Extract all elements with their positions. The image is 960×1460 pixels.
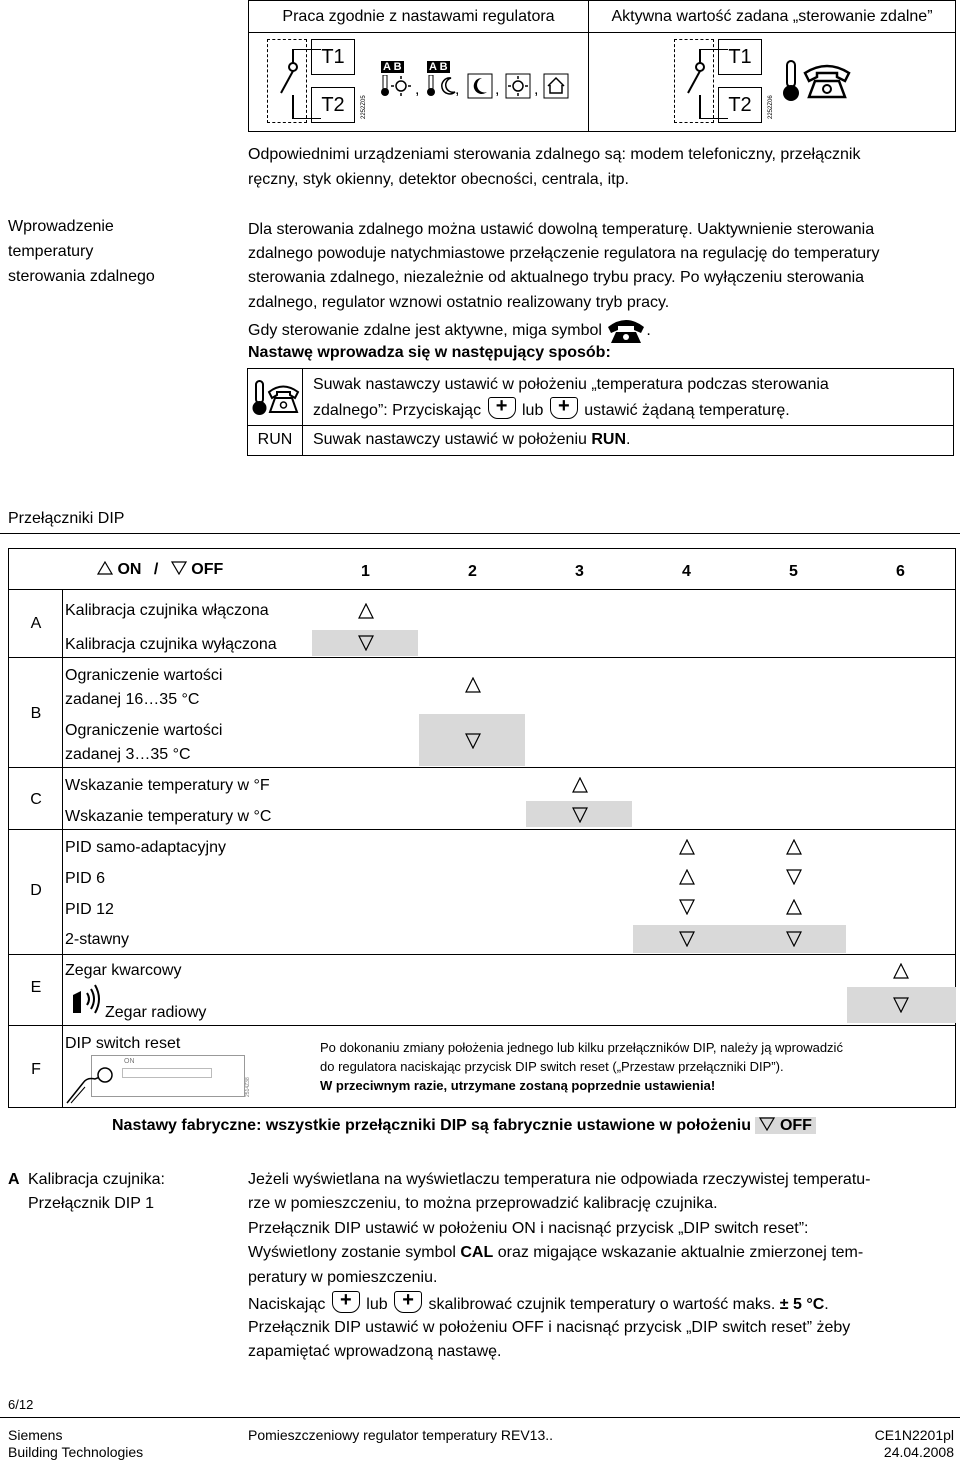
triangle-down-icon bbox=[893, 997, 909, 1013]
row-label-a: A bbox=[30, 615, 42, 632]
entry-text: RUN bbox=[591, 431, 627, 448]
triangle-down-icon bbox=[786, 869, 802, 885]
paragraph-line: sterowania zdalnego, niezależnie od aktualnego trybu pracy. Po wyłączeniu sterowania bbox=[248, 269, 865, 286]
option-text: zadanej 16…35 °C bbox=[65, 691, 200, 708]
triangle-up-icon bbox=[786, 899, 802, 915]
triangle-up-icon bbox=[97, 561, 113, 575]
reset-note-line: do regulatora naciskając przycisk DIP switch reset („Przestaw przełączniki DIP”). bbox=[320, 1059, 784, 1074]
column-4: 4 bbox=[682, 563, 691, 580]
factory-settings bbox=[112, 1114, 816, 1139]
footer-rule bbox=[0, 1417, 960, 1418]
calibration-text: skalibrować czujnik temperatury o wartość maks. bbox=[428, 1296, 780, 1313]
divider bbox=[9, 829, 955, 830]
divider bbox=[9, 767, 955, 768]
option-text: Kalibracja czujnika wyłączona bbox=[65, 636, 277, 653]
t1-box: T1 bbox=[311, 39, 355, 75]
comma: , bbox=[534, 81, 539, 98]
row-label-c: C bbox=[30, 791, 42, 808]
entry-step-1-line-1: Suwak nastawczy ustawić w położeniu „temperatura podczas sterowania bbox=[313, 376, 829, 393]
entry-step-2 bbox=[313, 428, 630, 453]
triangle-up-icon bbox=[786, 839, 802, 855]
remote-entry-table bbox=[247, 368, 954, 456]
triangle-down-icon bbox=[358, 635, 374, 651]
triangle-down-icon bbox=[465, 733, 481, 749]
header-text: / bbox=[153, 561, 159, 578]
triangle-up-icon bbox=[358, 603, 374, 619]
footer-product: Pomieszczeniowy regulator temperatury REV13.. bbox=[248, 1427, 554, 1443]
option-text: Wskazanie temperatury w °C bbox=[65, 808, 272, 825]
column-6: 6 bbox=[896, 563, 905, 580]
factory-off-text: OFF bbox=[779, 1117, 812, 1134]
header-text: OFF bbox=[191, 561, 224, 578]
reset-note-warning: W przeciwnym razie, utrzymane zostaną poprzednie ustawienia! bbox=[320, 1078, 716, 1093]
calibration-line: Przełącznik DIP ustawić w położeniu ON i nacisnąć przycisk „DIP switch reset”: bbox=[248, 1220, 809, 1237]
calibration-line bbox=[248, 1241, 863, 1266]
calibration-title-line-1: Kalibracja czujnika: bbox=[28, 1171, 165, 1188]
calibration-title-line-2: Przełącznik DIP 1 bbox=[28, 1195, 154, 1212]
option-text: PID samo-adaptacyjny bbox=[65, 839, 226, 856]
row-label-f: F bbox=[31, 1061, 41, 1078]
left-header: Praca zgodnie z nastawami regulatora bbox=[249, 1, 588, 33]
footer-company: Siemens bbox=[8, 1427, 63, 1443]
calibration-letter: A bbox=[8, 1171, 20, 1188]
reset-note-line: Po dokonaniu zmiany położenia jednego lub kilku przełączników DIP, należy ją wprowadzić bbox=[320, 1040, 843, 1055]
calibration-line: Jeżeli wyświetlana na wyświetlaczu temperatura nie odpowiada rzeczywistej temperatu- bbox=[248, 1171, 871, 1188]
triangle-up-icon bbox=[893, 963, 909, 979]
entry-text: lub bbox=[521, 402, 544, 419]
t1-box: T1 bbox=[718, 39, 762, 75]
entry-text: Suwak nastawczy ustawić w położeniu bbox=[313, 431, 592, 448]
calibration-line: peratury w pomieszczeniu. bbox=[248, 1269, 438, 1286]
triangle-down-icon bbox=[572, 807, 588, 823]
thermometer-phone-icon bbox=[252, 379, 300, 419]
ab-badge: A B bbox=[383, 61, 402, 73]
dip-on-label: ON bbox=[124, 1058, 135, 1065]
figure-code: 2514Z38 bbox=[245, 1077, 251, 1097]
calibration-text: oraz migające wskazanie aktualnie zmierzonej tem- bbox=[493, 1244, 864, 1261]
triangle-down-icon bbox=[759, 1117, 775, 1131]
hand-press-icon bbox=[65, 1057, 125, 1105]
calibration-text: ± 5 °C bbox=[779, 1296, 825, 1313]
divider bbox=[9, 954, 955, 955]
dip-section-title: Przełączniki DIP bbox=[8, 510, 125, 527]
option-text: Wskazanie temperatury w °F bbox=[65, 777, 270, 794]
entry-text: zdalnego”: Przyciskając bbox=[313, 402, 482, 419]
header-text: ON bbox=[117, 561, 142, 578]
divider bbox=[302, 369, 303, 455]
footer-doc-id: CE1N2201pl bbox=[874, 1427, 954, 1443]
paragraph-text: Gdy sterowanie zdalne jest aktywne, miga symbol bbox=[248, 322, 602, 339]
section-title-line-3: sterowania zdalnego bbox=[8, 268, 155, 285]
plus-button-icon bbox=[488, 397, 516, 419]
paragraph-text: Uaktywnienie sterowania bbox=[697, 221, 875, 238]
ab-badge: A B bbox=[429, 61, 448, 73]
section-rule bbox=[0, 533, 960, 534]
triangle-up-icon bbox=[679, 869, 695, 885]
option-text: Zegar radiowy bbox=[105, 1004, 207, 1021]
option-text: DIP switch reset bbox=[65, 1035, 181, 1052]
triangle-down-icon bbox=[786, 931, 802, 947]
instruction-heading: Nastawę wprowadza się w następujący sposób: bbox=[248, 344, 611, 361]
row-label-e: E bbox=[30, 979, 42, 996]
dip-switch-bank bbox=[122, 1068, 212, 1078]
divider bbox=[9, 657, 955, 658]
figure-code: 2252Z05 bbox=[361, 95, 367, 119]
t2-box: T2 bbox=[718, 87, 762, 123]
moon-icon bbox=[467, 73, 493, 99]
grey-cell bbox=[633, 925, 846, 953]
entry-step-1-line-2 bbox=[313, 397, 790, 424]
plus-button-icon bbox=[394, 1291, 422, 1313]
home-icon bbox=[543, 73, 569, 99]
radio-signal-icon bbox=[67, 983, 103, 1019]
row-label-d: D bbox=[30, 882, 42, 899]
column-2: 2 bbox=[468, 563, 477, 580]
option-text: Ograniczenie wartości bbox=[65, 667, 223, 684]
triangle-up-icon bbox=[679, 839, 695, 855]
row-label-b: B bbox=[30, 705, 42, 722]
paragraph-line bbox=[248, 218, 958, 243]
t2-box: T2 bbox=[311, 87, 355, 123]
footer-date: 24.04.2008 bbox=[883, 1444, 954, 1460]
divider bbox=[62, 589, 63, 1107]
factory-off-badge bbox=[755, 1117, 815, 1134]
triangle-down-icon bbox=[679, 931, 695, 947]
dip-switch-table bbox=[8, 548, 956, 1108]
figure-code: 2252Z06 bbox=[768, 95, 774, 119]
column-1: 1 bbox=[361, 563, 370, 580]
paragraph-line: zdalnego powoduje natychmiastowe przełączenie regulatora na regulację do temperatury bbox=[248, 245, 880, 262]
intro-line-1: Odpowiednimi urządzeniami sterowania zdalnego są: modem telefoniczny, przełącznik bbox=[248, 146, 861, 163]
comma: , bbox=[455, 81, 460, 98]
page-number: 6/12 bbox=[8, 1397, 34, 1412]
comma: , bbox=[495, 81, 500, 98]
calibration-line: rze w pomieszczeniu, to można przeprowadzić kalibrację czujnika. bbox=[248, 1195, 718, 1212]
triangle-down-icon bbox=[679, 899, 695, 915]
column-5: 5 bbox=[789, 563, 798, 580]
divider bbox=[588, 1, 589, 131]
plus-button-icon bbox=[550, 397, 578, 419]
paragraph-line bbox=[248, 315, 651, 344]
calibration-line: zapamiętać wprowadzoną nastawę. bbox=[248, 1343, 502, 1360]
right-header: Aktywna wartość zadana „sterowanie zdalne” bbox=[588, 1, 956, 33]
phone-icon bbox=[606, 315, 646, 343]
divider bbox=[9, 1025, 955, 1026]
plus-button-icon bbox=[332, 1291, 360, 1313]
thermometer-phone-icon bbox=[781, 59, 851, 103]
header-on-off bbox=[97, 561, 223, 579]
paragraph-line: zdalnego, regulator wznowi ostatnio realizowany tryb pracy. bbox=[248, 294, 670, 311]
calibration-line: Przełącznik DIP ustawić w położeniu OFF i nacisnąć przycisk „DIP switch reset” żeby bbox=[248, 1319, 851, 1336]
option-text: 2-stawny bbox=[65, 931, 130, 948]
paragraph-text: Dla sterowania zdalnego można ustawić dowolną temperaturę. bbox=[248, 221, 693, 238]
calibration-text: lub bbox=[366, 1296, 388, 1313]
option-text: zadanej 3…35 °C bbox=[65, 746, 191, 763]
calibration-line bbox=[248, 1291, 829, 1318]
calibration-text: . bbox=[824, 1296, 829, 1313]
intro-line-2: ręczny, styk okienny, detektor obecności, centrala, itp. bbox=[248, 171, 629, 188]
run-label: RUN bbox=[257, 431, 293, 448]
calibration-text: Wyświetlony zostanie symbol bbox=[248, 1244, 461, 1261]
column-3: 3 bbox=[575, 563, 584, 580]
entry-text: . bbox=[626, 431, 631, 448]
divider bbox=[248, 425, 953, 426]
option-text: Kalibracja czujnika włączona bbox=[65, 602, 269, 619]
section-title-line-1: Wprowadzenie bbox=[8, 218, 114, 235]
factory-text: Nastawy fabryczne: wszystkie przełączniki DIP są fabrycznie ustawione w położeniu bbox=[112, 1117, 752, 1134]
option-text: PID 6 bbox=[65, 870, 106, 887]
footer-division: Building Technologies bbox=[8, 1444, 144, 1460]
option-text: Zegar kwarcowy bbox=[65, 962, 182, 979]
sun-icon bbox=[505, 73, 531, 99]
triangle-down-icon bbox=[171, 561, 187, 575]
option-text: PID 12 bbox=[65, 901, 114, 918]
paragraph-text: . bbox=[646, 322, 651, 339]
calibration-text: CAL bbox=[460, 1244, 494, 1261]
triangle-up-icon bbox=[465, 677, 481, 693]
section-title-line-2: temperatury bbox=[8, 243, 94, 260]
thermo-sun-icon bbox=[381, 75, 413, 97]
calibration-text: Naciskając bbox=[248, 1296, 326, 1313]
divider bbox=[9, 589, 955, 590]
operation-mode-table bbox=[248, 0, 956, 132]
comma: , bbox=[415, 81, 420, 98]
option-text: Ograniczenie wartości bbox=[65, 722, 223, 739]
triangle-up-icon bbox=[572, 777, 588, 793]
entry-text: ustawić żądaną temperaturę. bbox=[584, 402, 790, 419]
